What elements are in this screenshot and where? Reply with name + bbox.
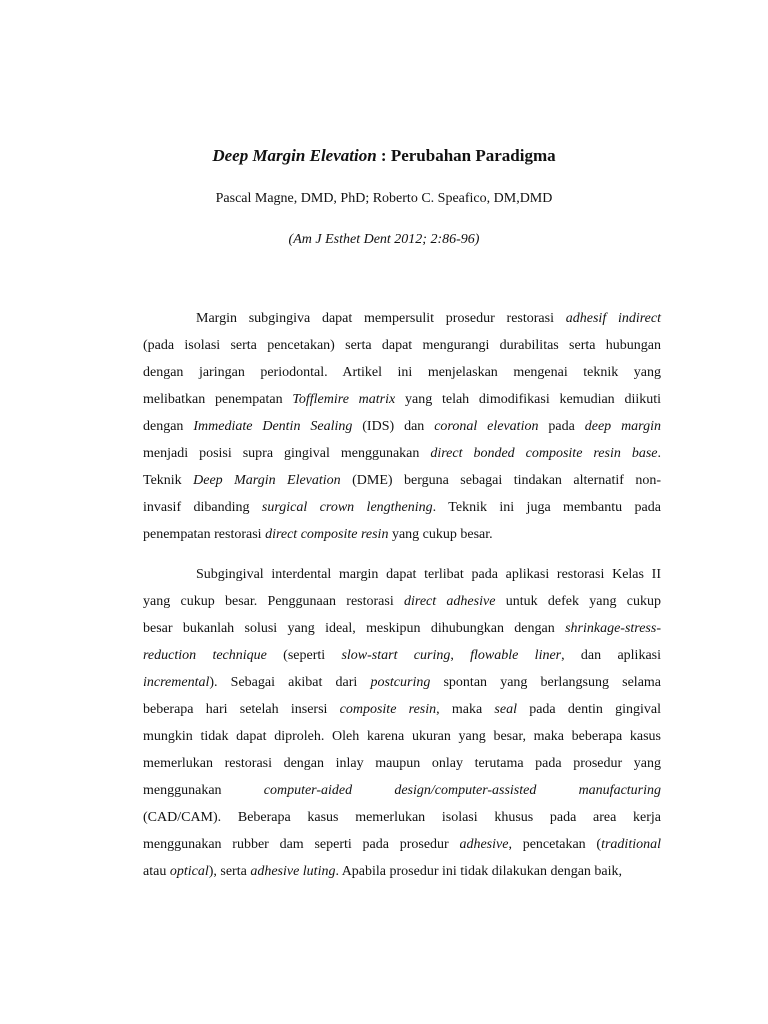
italic-term: coronal elevation: [434, 419, 539, 434]
text-line: [143, 804, 661, 831]
text-line: [143, 305, 661, 332]
authors-line: Pascal Magne, DMD, PhD; Roberto C. Speafico, DM,DMD: [215, 191, 553, 206]
text-line: [143, 467, 661, 494]
italic-term: traditional: [601, 837, 661, 852]
text-run: (IDS) dan: [352, 419, 435, 434]
text-line: [143, 332, 661, 359]
text-line: [143, 588, 661, 615]
text-line: [143, 750, 661, 777]
italic-term: reduction technique: [143, 648, 267, 663]
text-line: [143, 777, 661, 804]
text-run: .: [657, 446, 661, 461]
italic-term: direct adhesive: [404, 594, 496, 609]
text-run: mungkin tidak dapat diproleh. Oleh karena ukuran yang besar, maka beberapa kasus: [143, 729, 661, 744]
text-line: [143, 615, 661, 642]
text-run: , dan aplikasi: [561, 648, 661, 663]
text-run: memerlukan restorasi dengan inlay maupun onlay terutama pada prosedur yang: [143, 756, 661, 771]
italic-term: incremental: [143, 675, 210, 690]
text-run: melibatkan penempatan: [143, 392, 293, 407]
italic-term: postcuring: [370, 675, 431, 690]
text-run: (CAD/CAM). Beberapa kasus memerlukan isolasi khusus pada area kerja: [143, 810, 661, 825]
italic-term: shrinkage-stress-: [565, 621, 661, 636]
text-line: [143, 440, 661, 467]
citation-line: (Am J Esthet Dent 2012; 2:86-96): [288, 232, 480, 247]
text-line: [143, 642, 661, 669]
text-run: (pada isolasi serta pencetakan) serta dapat mengurangi durabilitas serta hubungan: [143, 338, 661, 353]
text-run: yang cukup besar.: [388, 527, 493, 542]
italic-term: composite resin: [339, 702, 437, 717]
italic-term: computer-aided design/computer-assisted manufacturing: [263, 783, 662, 798]
text-run: dengan: [143, 419, 194, 434]
italic-term: flowable liner: [470, 648, 562, 663]
text-run: invasif dibanding: [143, 500, 262, 515]
text-run: besar bukanlah solusi yang ideal, meskipun dihubungkan dengan: [143, 621, 566, 636]
italic-term: Deep Margin Elevation: [193, 473, 341, 488]
text-run: yang telah dimodifikasi kemudian diikuti: [395, 392, 661, 407]
text-run: ), serta: [208, 864, 251, 879]
italic-term: adhesive: [459, 837, 509, 852]
text-line: [143, 386, 661, 413]
text-run: untuk defek yang cukup: [495, 594, 661, 609]
document-title: [0, 146, 768, 166]
italic-term: optical: [169, 864, 209, 879]
text-run: atau: [143, 864, 170, 879]
text-run: Subgingival interdental margin dapat terlibat pada aplikasi restorasi Kelas II: [196, 567, 661, 582]
title-plain-part: : Perubahan Paradigma: [376, 146, 556, 165]
italic-term: direct composite resin: [265, 527, 389, 542]
text-run: ,: [450, 648, 471, 663]
text-run: , maka: [436, 702, 495, 717]
italic-term: slow-start curing: [341, 648, 451, 663]
paragraph-2: [143, 561, 661, 885]
italic-term: surgical crown lengthening: [261, 500, 433, 515]
text-line: [143, 831, 661, 858]
text-line: [143, 359, 661, 386]
title-italic-part: Deep Margin Elevation: [212, 146, 377, 165]
text-line: [143, 858, 661, 885]
text-run: pada: [538, 419, 585, 434]
text-run: dengan jaringan periodontal. Artikel ini menjelaskan mengenai teknik yang: [143, 365, 661, 380]
italic-term: seal: [494, 702, 517, 717]
text-run: spontan yang berlangsung selama: [430, 675, 662, 690]
text-line: [143, 494, 661, 521]
text-run: . Apabila prosedur ini tidak dilakukan dengan baik,: [335, 864, 623, 879]
text-line: [143, 521, 661, 548]
text-line: [143, 413, 661, 440]
text-run: (DME) berguna sebagai tindakan alternatif non-: [340, 473, 661, 488]
text-run: Margin subgingiva dapat mempersulit prosedur restorasi: [196, 311, 566, 326]
text-run: menjadi posisi supra gingival menggunakan: [143, 446, 431, 461]
text-run: (seperti: [266, 648, 342, 663]
paragraph-1: [143, 305, 661, 548]
italic-term: direct bonded composite resin base: [430, 446, 658, 461]
text-run: menggunakan rubber dam seperti pada prosedur: [143, 837, 460, 852]
text-line: [143, 669, 661, 696]
text-line: [143, 696, 661, 723]
italic-term: Immediate Dentin Sealing: [193, 419, 353, 434]
text-run: ). Sebagai akibat dari: [209, 675, 371, 690]
text-run: beberapa hari setelah insersi: [143, 702, 340, 717]
italic-term: adhesif indirect: [565, 311, 662, 326]
text-line: [143, 723, 661, 750]
text-run: pada dentin gingival: [516, 702, 661, 717]
text-run: . Teknik ini juga membantu pada: [432, 500, 661, 515]
text-run: Teknik: [143, 473, 194, 488]
italic-term: Tofflemire matrix: [292, 392, 396, 407]
text-line: [143, 561, 661, 588]
italic-term: adhesive luting: [250, 864, 336, 879]
text-run: penempatan restorasi: [143, 527, 266, 542]
italic-term: deep margin: [584, 419, 662, 434]
text-run: menggunakan: [143, 783, 264, 798]
text-run: , pencetakan (: [508, 837, 602, 852]
text-run: yang cukup besar. Penggunaan restorasi: [143, 594, 404, 609]
